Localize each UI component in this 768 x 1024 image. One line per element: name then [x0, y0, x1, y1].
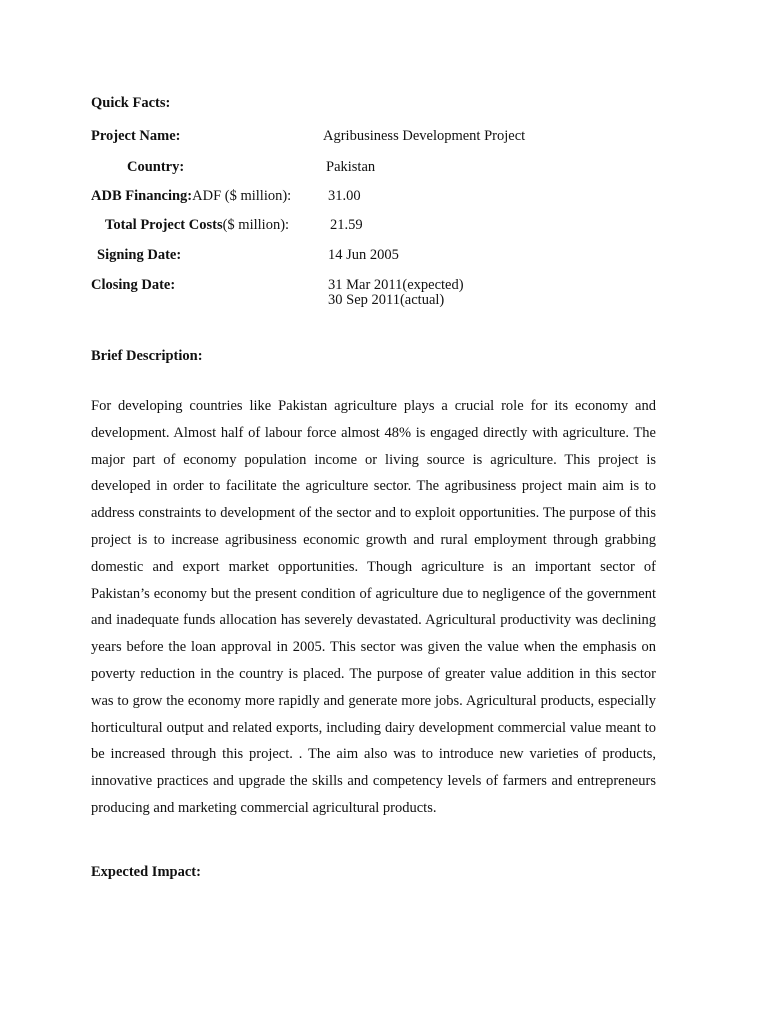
brief-description-body: For developing countries like Pakistan agriculture plays a crucial role for its economy and development. Almost half of labour force almost 48% is engaged directly with agriculture. The major part of economy population income or living source is agriculture. This project is developed in order to facilitate the agriculture sector. The agribusiness project main aim is to address constraints to development of the sector and to exploit opportunities. The purpose of this project is to increase agribusiness economic growth and rural employment through grabbing domestic and export market opportunities. Though agriculture is an important sector of Pakistan’s economy but the present condition of agriculture due to negligence of the government and inadequate funds allocation has severely devastated. Agricultural productivity was declining years before the loan approval in 2005. This sector was given the value when the emphasis on poverty reduction in the country is placed. The purpose of greater value addition in this sector was to grow the economy more rapidly and generate more jobs. Agricultural products, especially horticultural output and related exports, including dairy development commercial value meant to be increased through this project. . The aim also was to introduce new varieties of products, innovative practices and upgrade the skills and competency levels of farmers and entrepreneurs producing and marketing commercial agricultural products. — [91, 398, 656, 816]
country-label: Country: — [127, 159, 185, 175]
total-costs-label: Total Project Costs — [105, 217, 223, 233]
total-costs-sublabel: ($ million): — [222, 217, 290, 233]
quick-facts-heading: Quick Facts: — [91, 95, 171, 111]
brief-description-heading: Brief Description: — [91, 348, 203, 364]
closing-date-label: Closing Date: — [91, 277, 176, 293]
project-name-label: Project Name: — [91, 128, 181, 144]
expected-impact-heading: Expected Impact: — [91, 864, 201, 880]
closing-date-expected-value: 31 Mar 2011(expected) — [328, 277, 464, 293]
closing-date-actual-value: 30 Sep 2011(actual) — [328, 292, 445, 308]
signing-date-value: 14 Jun 2005 — [328, 247, 399, 263]
adb-financing-sublabel: ADF ($ million): — [192, 188, 292, 204]
adb-financing-value: 31.00 — [328, 188, 361, 204]
total-costs-label-group — [105, 217, 289, 233]
signing-date-label: Signing Date: — [97, 247, 182, 263]
country-value: Pakistan — [326, 159, 376, 175]
project-name-value: Agribusiness Development Project — [323, 128, 526, 144]
total-costs-value: 21.59 — [330, 217, 363, 233]
adb-financing-label: ADB Financing: — [91, 188, 193, 204]
adb-financing-label-group — [91, 188, 291, 204]
